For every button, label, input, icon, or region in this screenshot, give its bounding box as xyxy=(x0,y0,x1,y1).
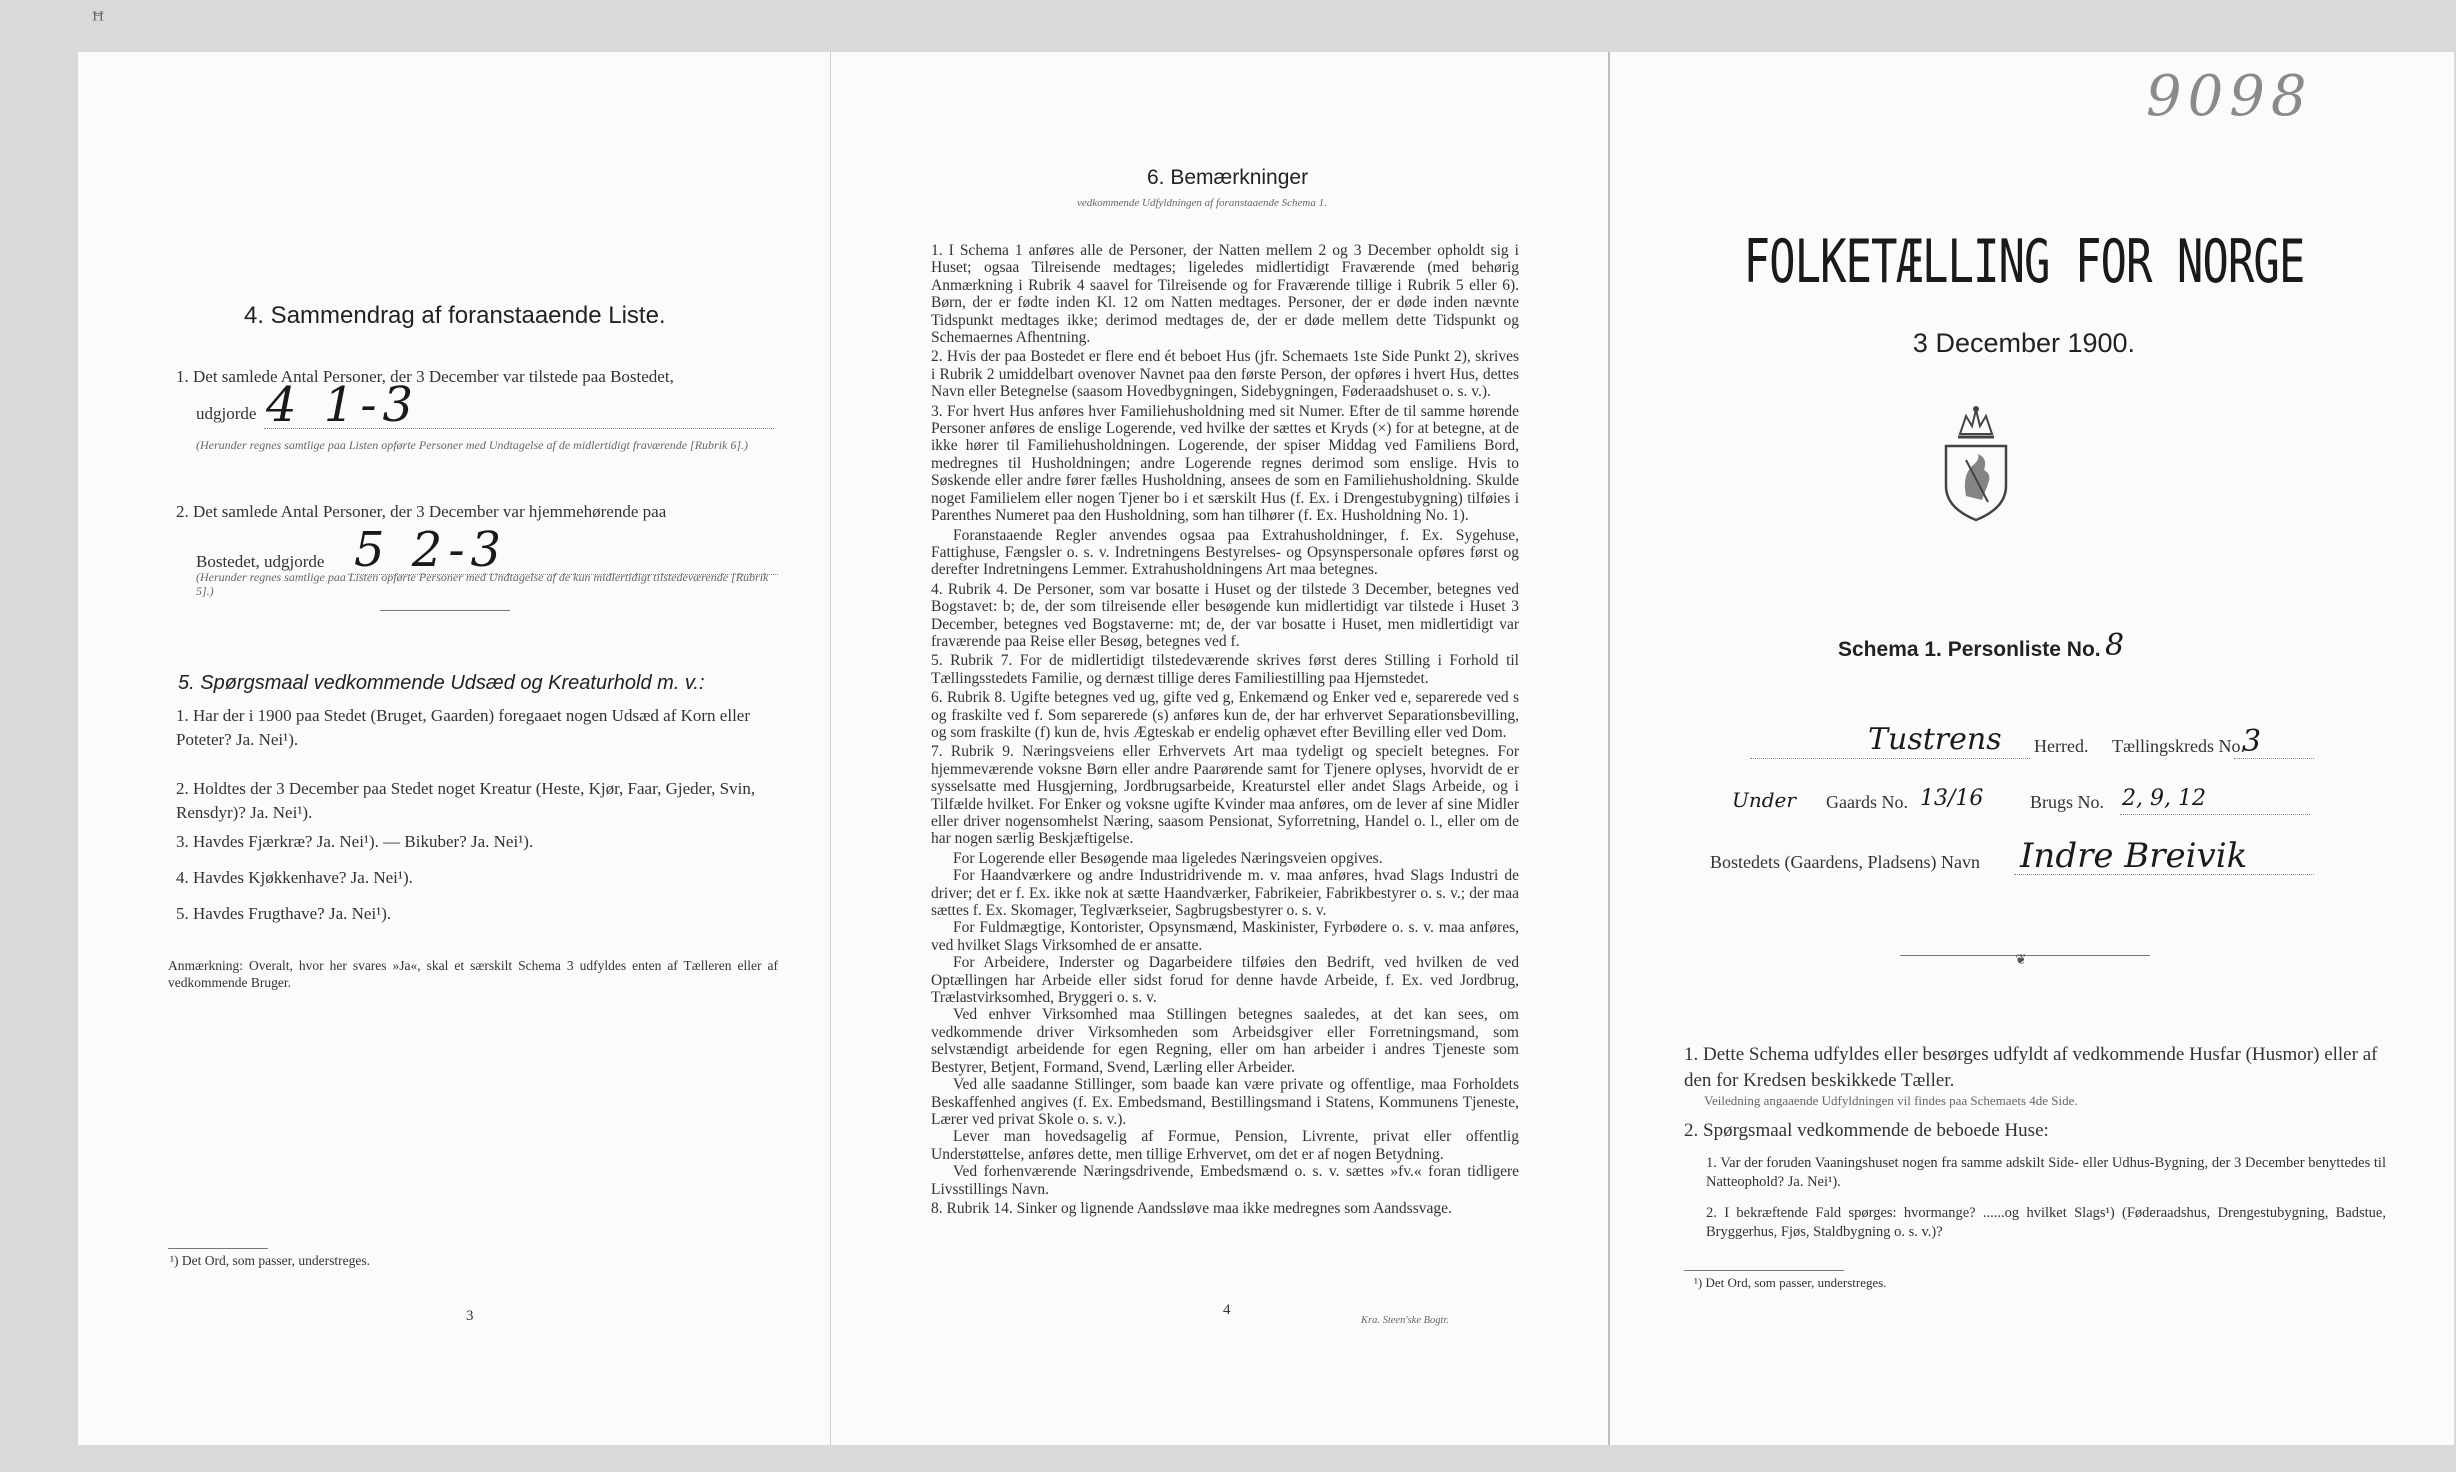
page-middle xyxy=(830,52,1609,1445)
remark-item: 7. Rubrik 9. Næringsveiens eller Erhvervets Art maa tydeligt og specielt betegnes. For hjemmeværende voksne Børn eller andre Paarørende samt for Tjenere oplyses, hvorvidt de er sysselsatte med Husgjerning, Jordbrugsarbeide, Kreaturstel eller andet Slags Arbeide, og i Tilfælde hvilket. For Enker og voksne ugifte Kvinder maa anføres, om de lever af sine Midler eller driver nogensomhelst Næring, saasom Pensionat, Syforretning, Handel o. l., eller om de har nogen særlig Beskjæftigelse. xyxy=(931,743,1519,848)
bosted-label: Bostedets (Gaardens, Pladsens) Navn xyxy=(1710,852,1980,872)
page-right xyxy=(1608,52,2454,1445)
instruction-1-note: Veiledning angaaende Udfyldningen vil findes paa Schemaets 4de Side. xyxy=(1704,1093,2078,1108)
section5-item-4: 4. Havdes Kjøkkenhave? Ja. Nei¹). xyxy=(176,868,413,887)
section4-q2-value: 5 2-3 xyxy=(354,522,508,578)
bosted-value: Indre Breivik xyxy=(2020,836,2248,876)
gaards-label: Gaards No. xyxy=(1826,792,1908,812)
schema-number: 8 xyxy=(2105,628,2125,663)
form-title: FOLKETÆLLING FOR NORGE xyxy=(1743,228,2305,297)
footnote-rule xyxy=(168,1248,268,1249)
section4-q1-prefix: udgjorde xyxy=(196,404,257,423)
printer-mark: Kra. Steen'ske Bogtr. xyxy=(1361,1315,1449,1326)
remark-item: 5. Rubrik 7. For de midlertidigt tilstedeværende skrives først deres Stilling i Forhold til Tællingsstedets Familie, og dernæst tillige deres Familiestilling paa Hjemstedet. xyxy=(931,652,1519,687)
section4-q2-prefix: Bostedet, udgjorde xyxy=(196,552,325,571)
section5-item-1: 1. Har der i 1900 paa Stedet (Bruget, Gaarden) foregaaet nogen Udsæd af Korn eller Poteter? Ja. Nei¹). xyxy=(176,706,751,749)
brugs-line xyxy=(2120,814,2310,815)
page-number: 4 xyxy=(1223,1302,1231,1318)
remark-item: Foranstaaende Regler anvendes ogsaa paa Extrahusholdninger, f. Ex. Sygehuse, Fattighuse, Fængsler o. s. v. Indretningens Bestyrelses- og Opsynspersonale opføres først og derefter Indretningens Lemmer. Extrahusholdningens Art maa betegnes. xyxy=(931,526,1519,579)
remark-item: For Logerende eller Besøgende maa ligeledes Næringsveien opgives. xyxy=(953,849,1383,867)
remarks-heading: 6. Bemærkninger xyxy=(1147,166,1309,189)
schema-label: Schema 1. Personliste No. xyxy=(1838,638,2101,661)
section5-item-3: 3. Havdes Fjærkræ? Ja. Nei¹). — Bikuber? Ja. Nei¹). xyxy=(176,832,534,851)
remark-item: 3. For hvert Hus anføres hver Familiehusholdning med sit Numer. Efter de til samme hørende Personer anføres de enslige Logerende, ved hvilke der sættes et Kryds (×) for at betegne, at de ikke hører til Familiehusholdningen. Logerende, der spiser Middag ved Familiens Bord, medregnes til Husholdningen; andre Logerende regnes derimod som enslige. Hvis to Søskende eller andre fører fælles Husholdning, ansees de som en Familiehusholdning. Skulde noget Familielem eller nogen Tjener bo i et særskilt Hus (f. Ex. i Drengestubygning) tilføies i Parenthes Numeret paa den Husholdning, som han tilhører (f. Ex. Husholdning No. 1). xyxy=(931,402,1519,525)
herred-label: Herred. xyxy=(2034,736,2089,756)
archive-number: 9098 xyxy=(2146,64,2313,129)
remark-item: Lever man hovedsagelig af Formue, Pension, Livrente, privat eller offentlig Understøttelse, anføres dette, men tillige Erhvervet, om det er af nogen Betydning. xyxy=(931,1128,1519,1163)
remark-item: Ved enhver Virksomhed maa Stillingen betegnes saaledes, at det kan sees, om vedkommende driver Virksomheden som Arbeidsgiver eller Forretningsmand, som selvstændigt arbeidende for egen Regning, eller om han arbeider i andres Tjeneste som Bestyrer, Betjent, Formand, Svend, Lærling eller Arbeider. xyxy=(931,1006,1519,1076)
brugs-label: Brugs No. xyxy=(2030,792,2105,812)
kreds-value: 3 xyxy=(2242,724,2262,759)
section5-note: Anmærkning: Overalt, hvor her svares »Ja«, skal et særskilt Schema 3 udfyldes enten af Tælleren eller af vedkommende Bruger. xyxy=(168,958,778,990)
section4-q2-note: (Herunder regnes samtlige paa Listen opførte Personer med Undtagelse af de kun midlertidigt tilstedeværende [Rubrik 5].) xyxy=(196,570,769,598)
section4-q2: 2. Det samlede Antal Personer, der 3 December var hjemmehørende paa xyxy=(176,502,667,521)
remark-item: 4. Rubrik 4. De Personer, som var bosatte i Huset og der tilstede 3 December, betegnes ved Bogstavet: b; de, der som tilreisende eller besøgende kun midlertidigt var tilstede i Huset 3 December, betegnes ved Bogstaverne: mt; de, der var bosatte i Huset, men midlertidigt var fraværende paa Reise eller Besøg, betegnes ved f. xyxy=(931,580,1519,650)
remark-item: Ved alle saadanne Stillinger, som baade kan være private og offentlige, maa Forholdets Beskaffenhed angives (f. Ex. Embedsmand, Bestillingsmand i Statens, Kommunens Tjeneste, Lærer ved privat Skole o. s. v.). xyxy=(931,1076,1519,1128)
section5-item-5: 5. Havdes Frugthave? Ja. Nei¹). xyxy=(176,904,392,923)
page-left xyxy=(78,52,830,1445)
section4-heading: 4. Sammendrag af foranstaaende Liste. xyxy=(244,302,666,329)
remark-item: For Arbeidere, Inderster og Dagarbeidere tilføies den Bedrift, ved hvilken de ved Optællingen har Arbeide eller sidst forud for denne havde Arbeide, f. Ex. ved Jordbrug, Trælastvirksomhed, Bryggeri o. s. v. xyxy=(931,954,1519,1007)
instruction-1: 1. Dette Schema udfyldes eller besørges udfyldt af vedkommende Husfar (Husmor) eller af den for Kredsen beskikkede Tæller. xyxy=(1684,1044,2378,1091)
section4-q1: 1. Det samlede Antal Personer, der 3 December var tilstede paa Bostedet, xyxy=(176,367,674,386)
footnote: ¹) Det Ord, som passer, understreges. xyxy=(170,1253,370,1268)
form-date: 3 December 1900. xyxy=(1912,328,2136,358)
remark-item: 1. I Schema 1 anføres alle de Personer, der Natten mellem 2 og 3 December opholdt sig i Huset; ogsaa Tilreisende medtages; ligeledes midlertidigt Fraværende (med behørig Anmærkning i Rubrik 4 saavel for Tilreisende og for Fraværende tillige i Rubrik 5 eller 6). Børn, der er fødte inden Kl. 12 om Natten medtages. Personer, der er døde inden nævnte Tidspunkt medtages ikke; derimod medtages de, der er døde mellem dette Tidspunkt og Schemaernes Afhentning. xyxy=(931,242,1519,347)
footnote-rule xyxy=(1684,1270,1844,1271)
instruction-2-q2: 2. I bekræftende Fald spørges: hvormange? ......og hvilket Slags¹) (Føderaadshus, Drengestubygning, Badstue, Bryggerhus, Fjøs, Staldbygning o. s. v.)? xyxy=(1706,1205,2386,1240)
footnote: ¹) Det Ord, som passer, understreges. xyxy=(1694,1275,1887,1290)
corner-mark: ꟸ xyxy=(92,8,105,33)
bosted-line xyxy=(2014,874,2314,875)
section5-item-2: 2. Holdtes der 3 December paa Stedet noget Kreatur (Heste, Kjør, Faar, Gjeder, Svin, Rensdyr)? Ja. Nei¹). xyxy=(176,779,756,822)
instruction-2-q1: 1. Var der foruden Vaaningshuset nogen fra samme adskilt Side- eller Udhus-Bygning, der 3 December benyttedes til Natteophold? Ja. Nei¹). xyxy=(1706,1155,2386,1190)
gaards-value: 13/16 xyxy=(1920,786,1984,811)
ornament-icon: ❦ xyxy=(2015,953,2027,968)
remarks-list xyxy=(931,242,1519,1217)
herred-line xyxy=(1750,758,2030,759)
coat-of-arms-icon xyxy=(1936,404,2016,524)
herred-value: Tustrens xyxy=(1868,722,2002,757)
section4-q1-note: (Herunder regnes samtlige paa Listen opførte Personer med Undtagelse af de midlertidigt fraværende [Rubrik 6].) xyxy=(196,438,749,452)
instruction-2-heading: 2. Spørgsmaal vedkommende de beboede Huse: xyxy=(1684,1120,2049,1141)
section4-q1-value: 4 1-3 xyxy=(266,377,420,433)
remarks-subheading: vedkommende Udfyldningen af foranstaaende Schema 1. xyxy=(1077,197,1327,209)
remark-item: 6. Rubrik 8. Ugifte betegnes ved ug, gifte ved g, Enkemænd og Enker ved e, separerede ved s og fraskilte ved f. Som separerede (s) anføres kun de, der har erhvervet Separationsbevilling, og som fraskilte (f) kun de, hvis Ægteskab er endelig ophævet efter Bevilling eller ved Dom. xyxy=(931,689,1519,741)
remark-item: For Fuldmægtige, Kontorister, Opsynsmænd, Maskinister, Fyrbødere o. s. v. maa anføres, ved hvilket Slags Virksomhed de er ansatte. xyxy=(931,919,1519,954)
remark-item: For Haandværkere og andre Industridrivende m. v. maa anføres, hvad Slags Industri de driver; det er f. Ex. ikke nok at sætte Haandværker, Fabrikeier, Fabrikbestyrer o. s. v.; der maa sættes f. Ex. Skomager, Teglværkseier, Sagbrugsbestyrer o. s. v. xyxy=(931,867,1519,920)
remark-item: 2. Hvis der paa Bostedet er flere end ét beboet Hus (jfr. Schemaets 1ste Side Punkt 2), skrives i Rubrik 2 umiddelbart ovenover Navnet paa den første Person, der opføres i hvert Hus, dettes Navn eller Betegnelse (saasom Hovedbygningen, Sidebygningen, Føderaadshuset o. s. v.). xyxy=(931,348,1519,401)
brugs-value: 2, 9, 12 xyxy=(2122,786,2206,811)
section4-q1-line xyxy=(264,428,774,429)
divider xyxy=(380,610,510,611)
section5-heading: 5. Spørgsmaal vedkommende Udsæd og Kreaturhold m. v.: xyxy=(178,672,705,694)
under-value: Under xyxy=(1732,788,1796,812)
page-number: 3 xyxy=(466,1308,474,1324)
remark-item: 8. Rubrik 14. Sinker og lignende Aandssløve maa ikke medregnes som Aandssvage. xyxy=(931,1199,1452,1217)
remark-item: Ved forhenværende Næringsdrivende, Embedsmænd o. s. v. sættes »fv.« foran tidligere Livsstillings Navn. xyxy=(931,1163,1519,1198)
kreds-line xyxy=(2234,758,2314,759)
kreds-label: Tællingskreds No. xyxy=(2112,736,2245,756)
